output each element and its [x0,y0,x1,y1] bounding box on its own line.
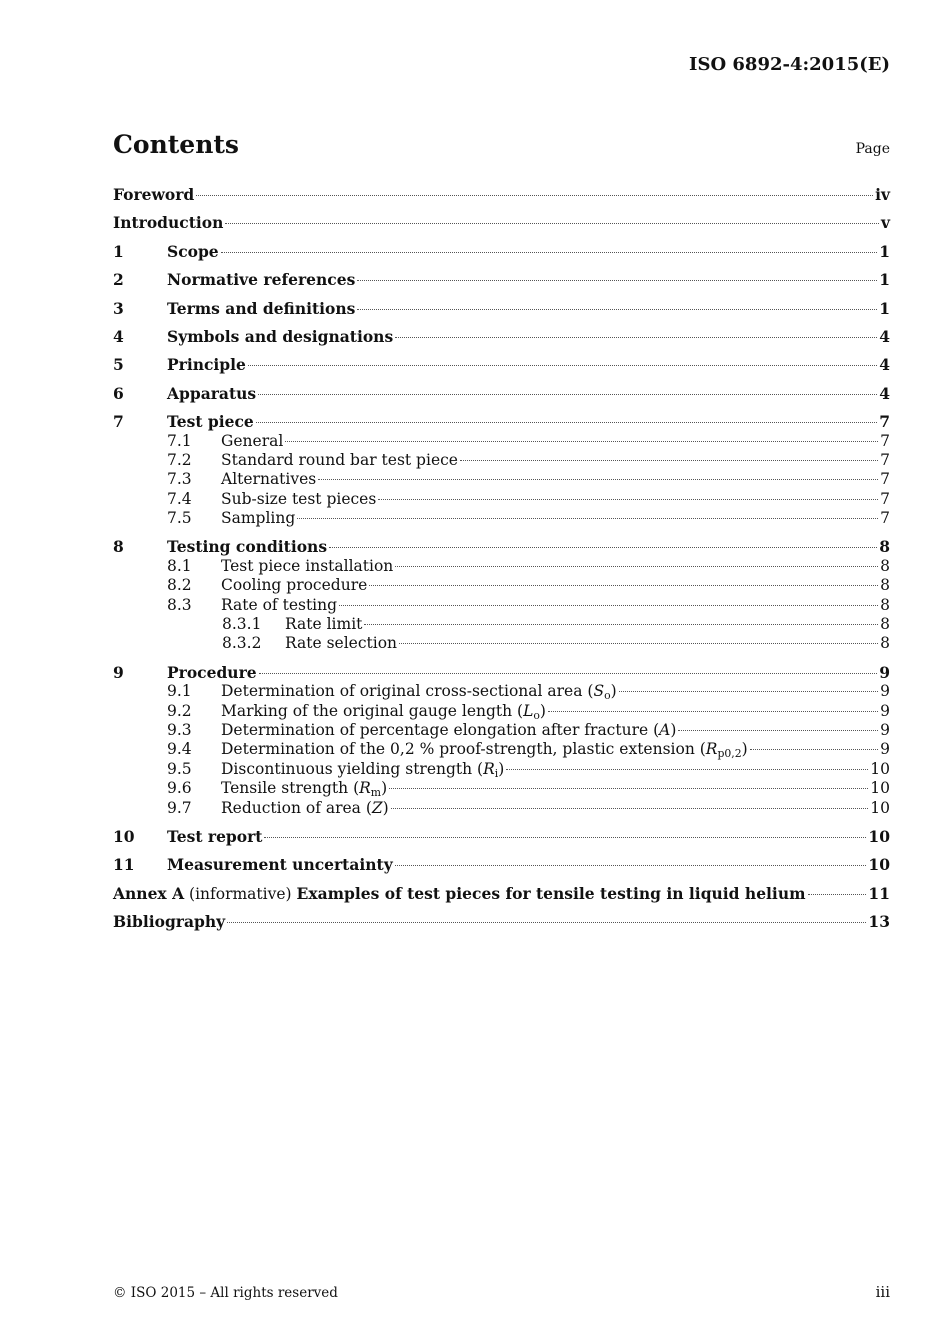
toc-entry-annex-a[interactable] [113,875,890,903]
toc-label: Determination of the 0,2 % proof-strength, plastic extension $(R_{p0,2})$ [221,740,748,761]
leader-dots [395,865,867,866]
toc-page: 9 [880,682,890,701]
toc-entry-7-3[interactable] [113,470,890,489]
toc-page: 7 [880,431,890,450]
toc-number: 9.5 [167,759,192,778]
toc-label: Rate of testing [221,595,338,614]
toc-label: Procedure [167,662,257,682]
toc-number: 1 [113,241,124,261]
toc-page: 10 [868,826,890,846]
toc-number: 5 [113,355,124,375]
toc-number: 8.2 [167,576,192,595]
toc-number: 9.2 [167,701,192,720]
toc-entry-section-6[interactable] [113,384,890,412]
leader-dots [225,223,879,224]
toc-entry-8-3-1[interactable] [113,615,890,634]
toc-entry-section-3[interactable] [113,299,890,327]
footer-copyright: © ISO 2015 – All rights reserved [113,1285,338,1301]
leader-dots [369,585,878,586]
toc-number: 10 [113,826,135,846]
toc-page: iv [875,185,890,204]
leader-dots [389,788,868,789]
toc-label: Measurement uncertainty [167,855,393,875]
toc-entry-section-1[interactable] [113,242,890,270]
leader-dots [395,566,878,567]
page-title: Contents [113,130,240,159]
toc-entry-section-11[interactable] [113,846,890,874]
toc-entry-9-2[interactable] [113,702,890,721]
toc-number: 9 [113,662,124,682]
toc-label: Bibliography [113,912,226,932]
toc-entry-9-7[interactable] [113,799,890,818]
toc-page: 7 [879,412,890,432]
page-column-label: Page [855,141,890,157]
toc-label: Symbols and designations [167,326,394,346]
toc-page: 1 [879,298,890,318]
toc-page: 8 [880,595,890,614]
toc-entry-7-4[interactable] [113,490,890,509]
toc-number: 9.1 [167,682,192,701]
leader-dots [619,691,878,692]
leader-dots [399,643,878,644]
toc-label: Rate limit [285,615,363,634]
toc-number: 2 [113,270,124,290]
leader-dots [318,479,878,480]
leader-dots [297,518,878,519]
leader-dots [227,922,866,923]
toc-entry-section-2[interactable] [113,270,890,298]
toc-entry-8-2[interactable] [113,576,890,595]
toc-entry-7-1[interactable] [113,432,890,451]
toc-page: 9 [880,720,890,739]
toc-entry-section-7[interactable] [113,412,890,431]
toc-entry-section-5[interactable] [113,355,890,383]
toc-page: 8 [880,634,890,653]
toc-number: 8.3 [167,595,192,614]
toc-number: 9.7 [167,798,192,817]
toc-page: 10 [870,759,890,778]
toc-entry-section-9[interactable] [113,654,890,682]
toc-entry-7-2[interactable] [113,451,890,470]
leader-dots [357,309,877,310]
toc-label: General [221,431,284,450]
toc-number: 7.4 [167,489,192,508]
toc-label: Sampling [221,509,296,528]
leader-dots [506,769,868,770]
leader-dots [285,441,878,442]
toc-page: 11 [868,883,890,903]
toc-page: 9 [879,662,890,682]
leader-dots [460,460,878,461]
toc-number: 7 [113,412,124,432]
toc-label: Cooling procedure [221,576,368,595]
toc-page: 13 [868,912,890,932]
toc-page: 7 [880,450,890,469]
toc-entry-9-4[interactable] [113,740,890,759]
leader-dots [196,195,873,196]
toc-page: 9 [880,701,890,720]
toc-number: 11 [113,855,135,875]
toc-label: Marking of the original gauge length $(L_o)$ [221,701,546,722]
toc-page: v [880,213,890,233]
toc-number: 9.3 [167,720,192,739]
toc-entry-9-3[interactable] [113,721,890,740]
leader-dots [364,624,878,625]
leader-dots [357,280,877,281]
leader-dots [264,837,866,838]
toc-label: Test piece installation [221,556,394,575]
toc-number: 3 [113,298,124,318]
leader-dots [391,808,869,809]
toc-entry-9-6[interactable] [113,779,890,798]
toc-page: 8 [880,556,890,575]
leader-dots [378,499,878,500]
toc-label: Reduction of area (Z) [221,798,389,817]
toc-page: 8 [880,615,890,634]
toc-entry-foreword[interactable] [113,185,890,213]
toc-entry-9-5[interactable] [113,760,890,779]
leader-dots [329,547,877,548]
toc-label: Discontinuous yielding strength $(R_i)$ [221,759,505,780]
toc-number: 7.2 [167,450,192,469]
toc-label: Scope [167,241,219,261]
toc-page: 7 [880,489,890,508]
toc-entry-section-10[interactable] [113,818,890,846]
toc-entry-section-8[interactable] [113,528,890,556]
toc-label: Terms and definitions [167,298,356,318]
footer-page-number: iii [875,1283,890,1301]
toc-label: Principle [167,355,246,375]
toc-page: 10 [868,855,890,875]
leader-dots [256,422,877,423]
toc-page: 10 [870,798,890,817]
toc-number: 8.3.2 [222,634,262,653]
toc-entry-8-3-2[interactable] [113,634,890,653]
leader-dots [259,673,878,674]
toc-page: 8 [879,537,890,557]
toc-label: Tensile strength $(R_m)$ [221,779,388,800]
toc-label: Test piece [167,412,254,432]
toc-label: Introduction [113,213,224,233]
toc-number: 7.3 [167,470,192,489]
toc-label: Testing conditions [167,537,328,557]
toc-page: 7 [880,509,890,528]
toc-page: 8 [880,576,890,595]
toc-entry-8-3[interactable] [113,596,890,615]
toc-entry-7-5[interactable] [113,509,890,528]
toc-page: 10 [870,779,890,798]
leader-dots [548,711,878,712]
toc-label: Standard round bar test piece [221,450,458,469]
toc-page: 4 [879,326,890,346]
toc-label: Rate selection [285,634,398,653]
toc-label: Test report [167,826,263,846]
toc-label: Determination of percentage elongation after fracture (A) [221,720,677,739]
toc-number: 6 [113,383,124,403]
toc-label: Apparatus [167,383,257,403]
doc-id: ISO 6892-4:2015(E) [689,54,890,75]
leader-dots [808,894,867,895]
toc-number: 7.5 [167,509,192,528]
toc-label: Alternatives [221,470,317,489]
toc-entry-8-1[interactable] [113,557,890,576]
toc-page: 1 [879,241,890,261]
leader-dots [339,605,878,606]
toc-label: Determination of original cross-sectional area $(S_o)$ [221,682,617,703]
leader-dots [258,394,877,395]
toc-page: 9 [880,740,890,759]
toc-page: 4 [879,355,890,375]
toc-entry-introduction[interactable] [113,213,890,241]
toc-label: Normative references [167,270,356,290]
leader-dots [678,730,878,731]
toc-number: 8 [113,537,124,557]
leader-dots [248,365,877,366]
toc-entry-bibliography[interactable] [113,903,890,931]
toc-page: 7 [880,470,890,489]
toc-entry-9-1[interactable] [113,682,890,701]
toc-number: 9.4 [167,740,192,759]
toc-label: Foreword [113,185,195,204]
toc-number: 7.1 [167,431,192,450]
leader-dots [221,252,878,253]
toc-number: 9.6 [167,779,192,798]
table-of-contents [113,185,890,932]
toc-label: Sub-size test pieces [221,489,377,508]
toc-label: Annex A (informative) Examples of test pieces for tensile testing in liquid helium [113,883,806,903]
leader-dots [395,337,877,338]
toc-number: 8.1 [167,556,192,575]
toc-number: 4 [113,326,124,346]
toc-entry-section-4[interactable] [113,327,890,355]
toc-page: 1 [879,270,890,290]
toc-page: 4 [879,383,890,403]
toc-number: 8.3.1 [222,615,262,634]
leader-dots [750,749,878,750]
